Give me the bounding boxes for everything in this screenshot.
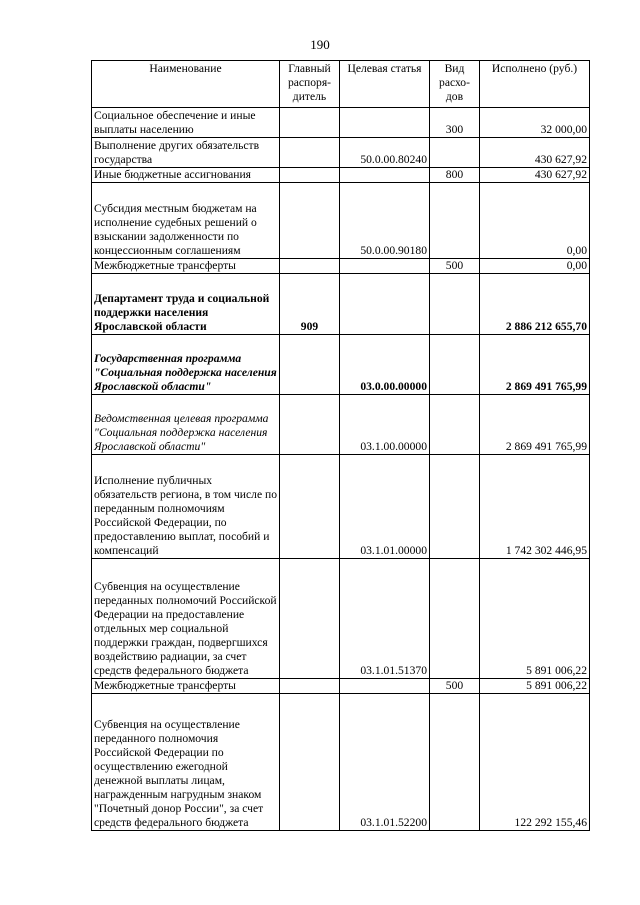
table-row (92, 274, 590, 335)
table-row (92, 183, 590, 259)
row-amount: 5 891 006,22 (480, 679, 590, 694)
row-exptype (430, 183, 480, 259)
row-admin (280, 138, 340, 168)
budget-execution-table (91, 60, 590, 831)
row-admin (280, 455, 340, 559)
row-amount: 2 869 491 765,99 (480, 335, 590, 395)
row-article (340, 679, 430, 694)
row-article: 03.1.00.00000 (340, 395, 430, 455)
row-amount: 2 886 212 655,70 (480, 274, 590, 335)
table-row (92, 259, 590, 274)
table-row (92, 168, 590, 183)
row-exptype (430, 395, 480, 455)
header-admin: Главный распоря-дитель (280, 61, 340, 108)
table-row (92, 138, 590, 168)
row-admin (280, 335, 340, 395)
row-article: 03.1.01.52200 (340, 694, 430, 831)
header-name: Наименование (92, 61, 280, 108)
row-name: Иные бюджетные ассигнования (92, 168, 280, 183)
table-row (92, 335, 590, 395)
row-amount: 1 742 302 446,95 (480, 455, 590, 559)
row-exptype: 500 (430, 259, 480, 274)
row-exptype (430, 694, 480, 831)
row-exptype: 300 (430, 108, 480, 138)
row-article: 03.1.01.00000 (340, 455, 430, 559)
row-article: 03.0.00.00000 (340, 335, 430, 395)
row-admin: 909 (280, 274, 340, 335)
row-amount: 32 000,00 (480, 108, 590, 138)
row-exptype (430, 274, 480, 335)
row-article: 50.0.00.90180 (340, 183, 430, 259)
row-exptype (430, 138, 480, 168)
row-amount: 2 869 491 765,99 (480, 395, 590, 455)
header-exptype: Вид расхо-дов (430, 61, 480, 108)
row-exptype (430, 335, 480, 395)
row-exptype: 500 (430, 679, 480, 694)
row-amount: 0,00 (480, 259, 590, 274)
row-amount: 0,00 (480, 183, 590, 259)
row-name: Субвенция на осуществление переданных полномочий Российской Федерации на предоставление отдельных мер социальной поддержки граждан, подвергшихся воздействию радиации, за счет средств федерального бюджета (92, 559, 280, 679)
row-article (340, 274, 430, 335)
row-name: Департамент труда и социальной поддержки населения Ярославской области (92, 274, 280, 335)
row-name: Исполнение публичных обязательств региона, в том числе по переданным полномочиям Российской Федерации, по предоставлению выплат, пособий и компенсаций (92, 455, 280, 559)
row-name: Межбюджетные трансферты (92, 259, 280, 274)
table-row (92, 679, 590, 694)
row-name: Социальное обеспечение и иные выплаты населению (92, 108, 280, 138)
row-admin (280, 183, 340, 259)
row-amount: 5 891 006,22 (480, 559, 590, 679)
row-admin (280, 559, 340, 679)
row-article: 03.1.01.51370 (340, 559, 430, 679)
row-name: Субсидия местным бюджетам на исполнение судебных решений о взыскании задолженности по концессионным соглашениям (92, 183, 280, 259)
row-admin (280, 679, 340, 694)
row-exptype (430, 455, 480, 559)
row-amount: 430 627,92 (480, 168, 590, 183)
header-amount: Исполнено (руб.) (480, 61, 590, 108)
table-row (92, 395, 590, 455)
row-admin (280, 395, 340, 455)
row-article (340, 168, 430, 183)
row-admin (280, 108, 340, 138)
row-name: Межбюджетные трансферты (92, 679, 280, 694)
row-article: 50.0.00.80240 (340, 138, 430, 168)
row-name: Государственная программа "Социальная поддержка населения Ярославской области" (92, 335, 280, 395)
row-exptype (430, 559, 480, 679)
row-name: Субвенция на осуществление переданного полномочия Российской Федерации по осуществлению ежегодной денежной выплаты лицам, награжденным нагрудным знаком "Почетный донор России", за счет средств федерального бюджета (92, 694, 280, 831)
row-admin (280, 259, 340, 274)
table-row (92, 559, 590, 679)
row-exptype: 800 (430, 168, 480, 183)
table-row (92, 455, 590, 559)
row-article (340, 259, 430, 274)
row-name: Выполнение других обязательств государства (92, 138, 280, 168)
page-number: 190 (310, 37, 330, 52)
row-amount: 430 627,92 (480, 138, 590, 168)
row-admin (280, 168, 340, 183)
table-row (92, 108, 590, 138)
header-article: Целевая статья (340, 61, 430, 108)
table-row (92, 694, 590, 831)
table-header-row (92, 61, 590, 108)
row-name: Ведомственная целевая программа "Социальная поддержка населения Ярославской области" (92, 395, 280, 455)
row-admin (280, 694, 340, 831)
row-amount: 122 292 155,46 (480, 694, 590, 831)
row-article (340, 108, 430, 138)
